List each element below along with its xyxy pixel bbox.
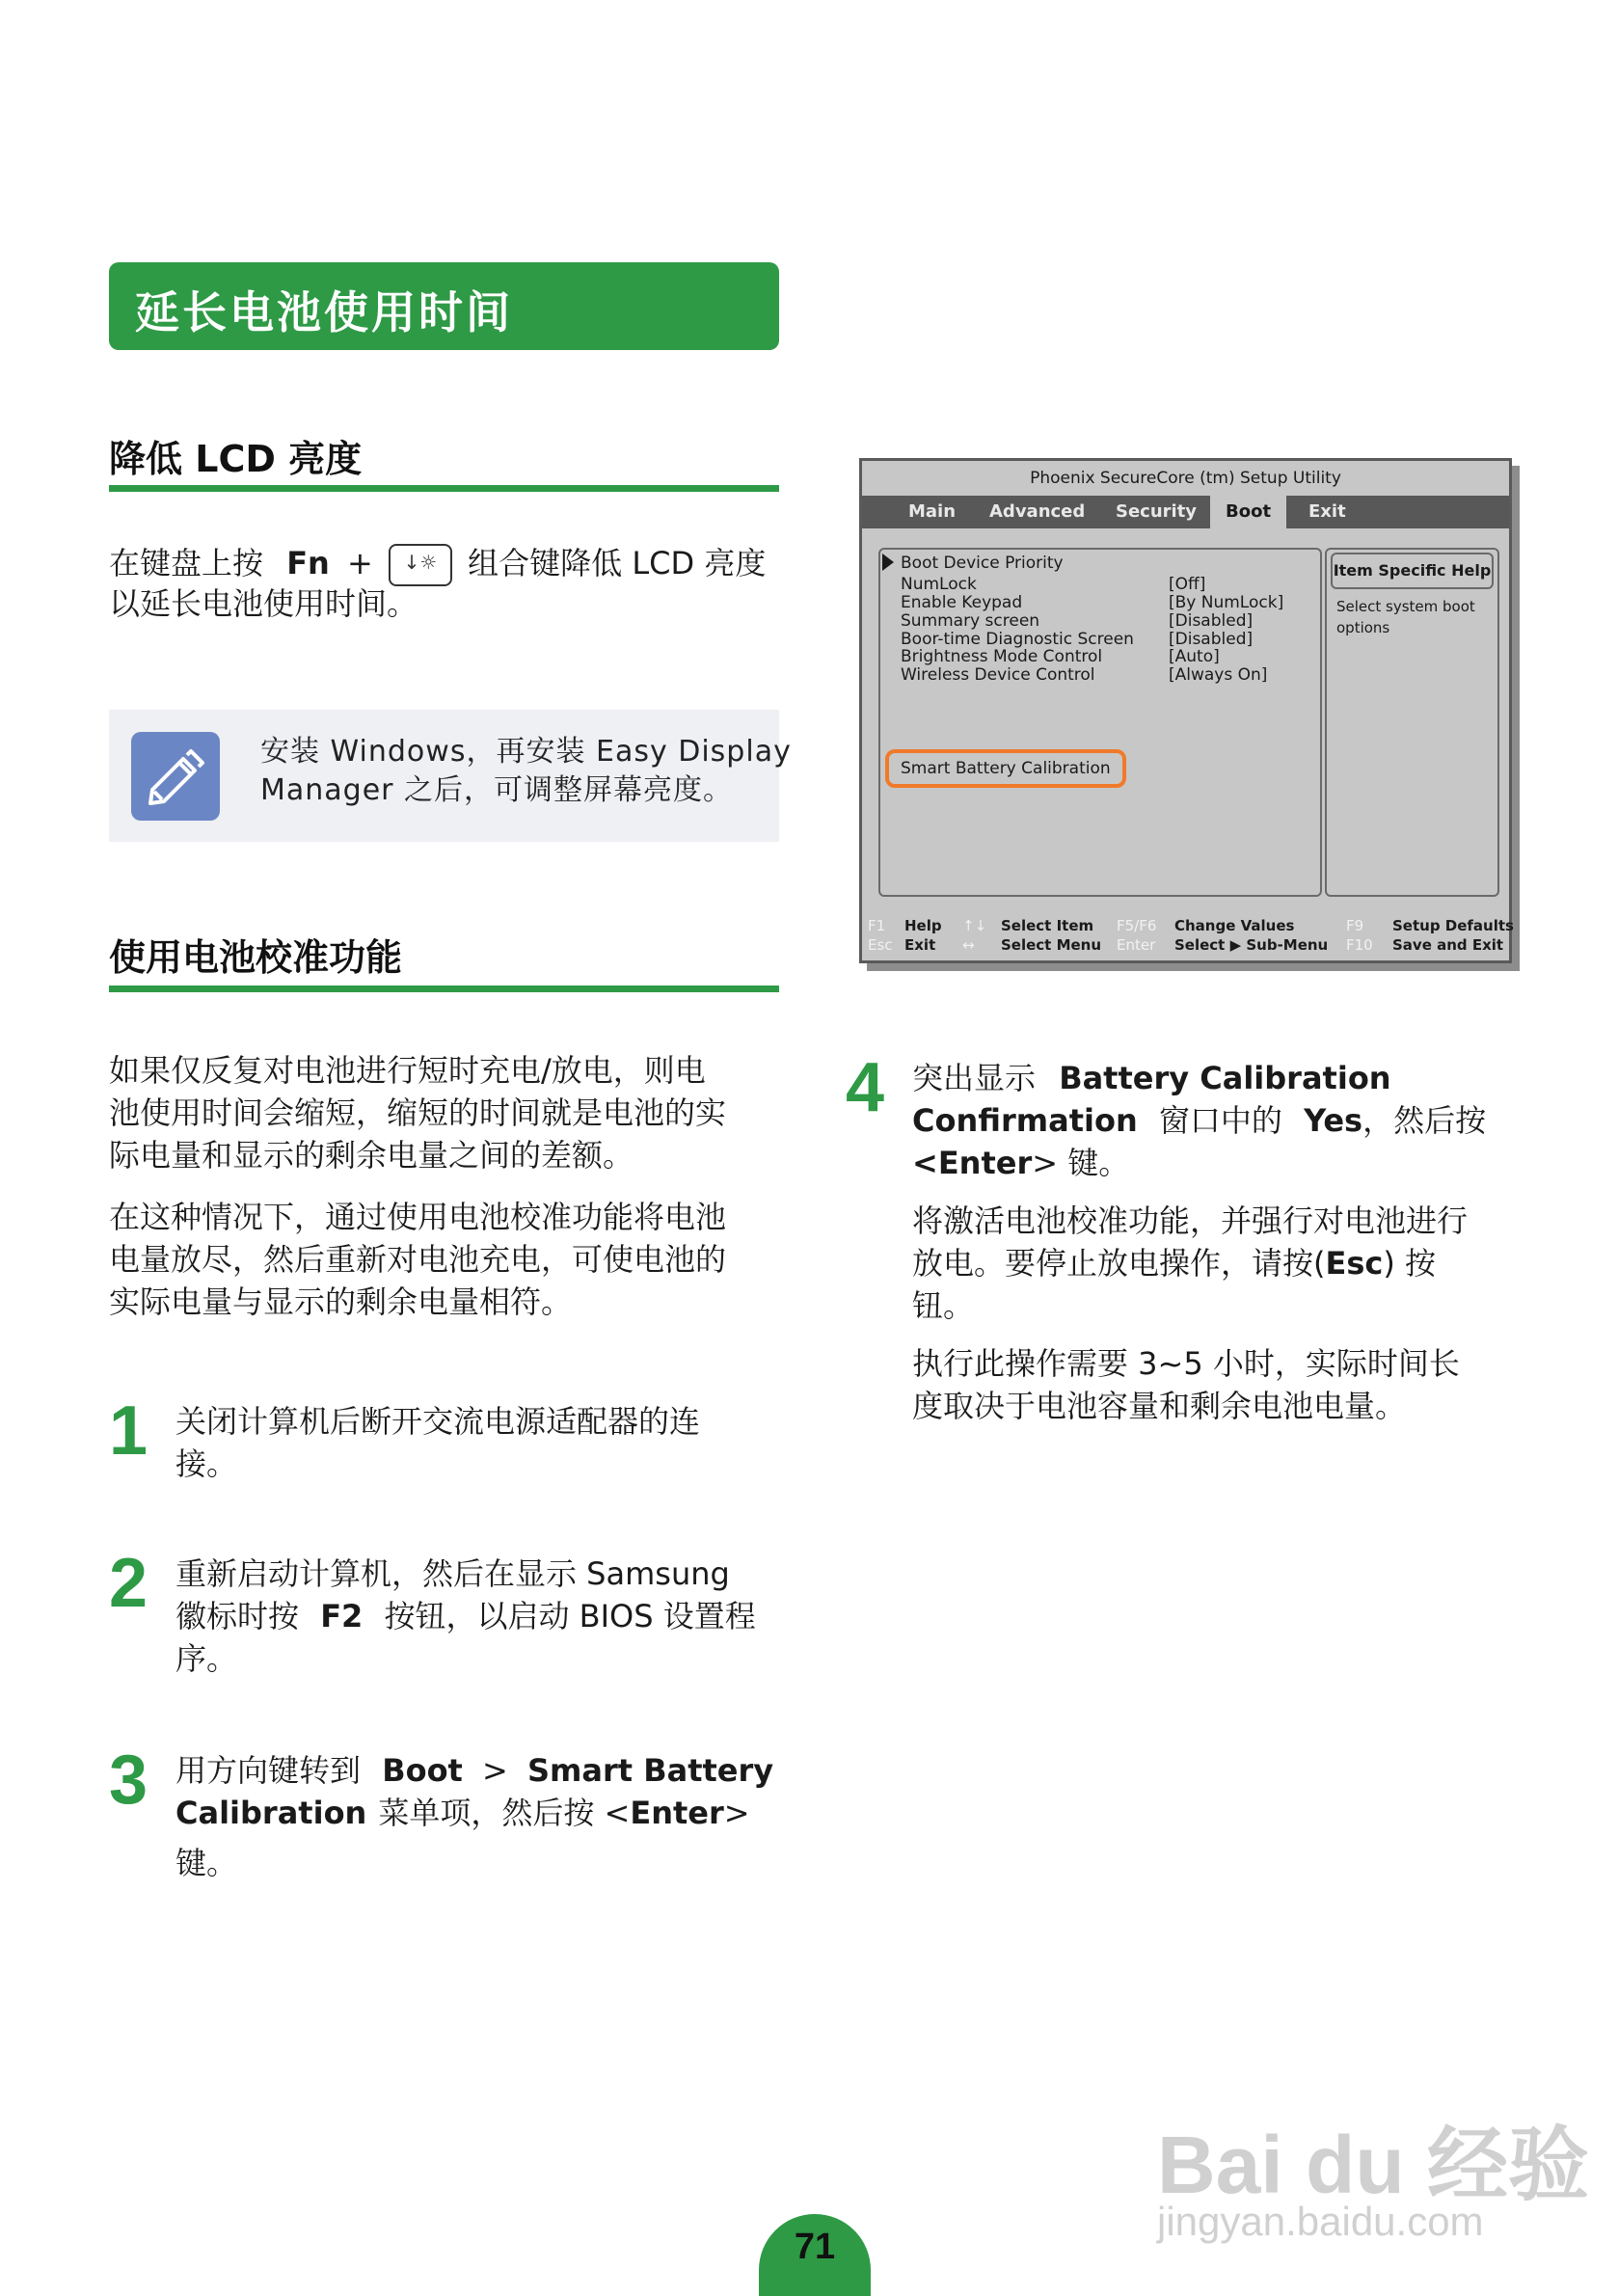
submenu-arrow-icon (882, 554, 894, 571)
footer-key-esc: Esc (868, 936, 893, 954)
step-number-4: 4 (846, 1049, 885, 1126)
step-3-text (175, 1749, 773, 1884)
text-line: 序。 (175, 1640, 238, 1677)
text-span: 组合键降低 LCD 亮度 (468, 545, 767, 581)
footer-key-f1: F1 (868, 917, 886, 934)
text-line (175, 1749, 773, 1792)
footer-key-leftright: ↔ (962, 936, 975, 954)
spacer (912, 1327, 1486, 1342)
text-span: 放电。要停止放电操作，请按( (912, 1245, 1326, 1282)
text-line (912, 1099, 1486, 1142)
text-span: ，然后按 (1362, 1102, 1487, 1139)
calibration-intro-paragraph (109, 1049, 726, 1176)
bios-item-wireless-control[interactable]: Wireless Device Control (901, 665, 1095, 685)
text-line: 电量放尽，然后重新对电池充电，可使电池的 (109, 1241, 727, 1278)
confirmation-label: Confirmation (912, 1102, 1138, 1139)
bios-tab-exit[interactable]: Exit (1308, 501, 1346, 522)
text-line: 池使用时间会缩短，缩短的时间就是电池的实 (109, 1094, 727, 1131)
calibration-label: Calibration (175, 1795, 367, 1831)
baidu-watermark-url: jingyan.baidu.com (1157, 2199, 1484, 2244)
text-line: 钮。 (912, 1287, 975, 1324)
text-span: 菜单项，然后按 < (378, 1795, 631, 1831)
bios-value-summary-screen[interactable]: [Disabled] (1169, 611, 1254, 631)
footer-save-exit: Save and Exit (1392, 936, 1504, 954)
text-line: 实际电量与显示的剩余电量相符。 (109, 1283, 573, 1320)
text-span: 突出显示 (912, 1060, 1037, 1096)
enter-key-label: Enter (937, 1145, 1033, 1181)
text-span: 用方向键转到 (175, 1752, 362, 1789)
text-line: 将激活电池校准功能，并强行对电池进行 (912, 1202, 1469, 1239)
footer-help: Help (904, 917, 942, 934)
text-line: 执行此操作需要 3~5 小时，实际时间长 (912, 1345, 1460, 1382)
bios-tab-main[interactable]: Main (908, 501, 957, 522)
footer-select-submenu: Select ▶ Sub-Menu (1174, 936, 1329, 954)
page-title: 延长电池使用时间 (135, 286, 513, 338)
bios-item-summary-screen[interactable]: Summary screen (901, 611, 1040, 631)
yes-option-label: Yes (1304, 1102, 1363, 1139)
text-span: > (723, 1795, 750, 1831)
battery-calibration-label: Battery Calibration (1059, 1060, 1391, 1096)
text-line (175, 1595, 756, 1637)
text-line: 重新启动计算机，然后在显示 Samsung (175, 1555, 730, 1592)
step-4-text (912, 1057, 1486, 1427)
key-glyph: ↓☼ (403, 551, 438, 574)
pencil-note-icon (131, 732, 220, 821)
lcd-paragraph-line2: 以延长电池使用时间。 (109, 585, 418, 622)
footer-change-values: Change Values (1174, 917, 1295, 934)
help-line: options (1336, 619, 1390, 636)
bios-item-enable-keypad[interactable]: Enable Keypad (901, 593, 1023, 612)
bios-tab-boot[interactable]: Boot (1210, 496, 1286, 528)
text-span: 徽标时按 (175, 1598, 300, 1634)
bios-title: Phoenix SecureCore (tm) Setup Utility (1030, 469, 1341, 488)
text-line: 如果仅反复对电池进行短时充电/放电，则电 (109, 1052, 706, 1089)
text-span: 按钮，以启动 BIOS 设置程 (384, 1598, 756, 1634)
text-line: 际电量和显示的剩余电量之间的差额。 (109, 1137, 634, 1174)
help-line: Select system boot (1336, 598, 1475, 615)
bios-value-diagnostic-screen[interactable]: [Disabled] (1169, 630, 1254, 649)
fn-key-label: Fn (286, 545, 330, 581)
step-number-3: 3 (109, 1742, 148, 1819)
text-line: 在这种情况下，通过使用电池校准功能将电池 (109, 1199, 727, 1235)
text-span: ) 按 (1383, 1245, 1437, 1282)
f2-key-label: F2 (320, 1598, 364, 1634)
brightness-down-key-icon (389, 544, 452, 586)
bios-value-enable-keypad[interactable]: [By NumLock] (1169, 593, 1284, 612)
text-span: 窗口中的 (1158, 1102, 1282, 1139)
text-line (175, 1792, 773, 1834)
bios-item-brightness-mode[interactable]: Brightness Mode Control (901, 647, 1103, 666)
calibration-explain-paragraph (109, 1196, 726, 1323)
bios-value-wireless-control[interactable]: [Always On] (1169, 665, 1268, 685)
footer-key-enter: Enter (1117, 936, 1156, 954)
footer-select-item: Select Item (1001, 917, 1094, 934)
footer-key-f10: F10 (1346, 936, 1373, 954)
bios-tab-advanced[interactable]: Advanced (989, 501, 1086, 522)
footer-key-updown: ↑↓ (962, 917, 987, 934)
note-text (260, 733, 792, 810)
text-line: 键。 (175, 1845, 238, 1881)
bios-screenshot (859, 458, 1512, 963)
footer-select-menu: Select Menu (1001, 936, 1102, 954)
step-2-text (175, 1553, 756, 1680)
text-span: > 键。 (1032, 1145, 1130, 1181)
note-line: 安装 Windows，再安装 Easy Display (260, 735, 792, 769)
text-line (912, 1242, 1486, 1284)
section-rule (109, 986, 779, 992)
bios-help-text (1336, 596, 1475, 638)
enter-key-label: Enter (630, 1795, 724, 1831)
bios-item-numlock[interactable]: NumLock (901, 575, 977, 594)
step-number-1: 1 (109, 1392, 148, 1470)
footer-key-f9: F9 (1346, 917, 1364, 934)
footer-key-f5f6: F5/F6 (1117, 917, 1157, 934)
bios-item-diagnostic-screen[interactable]: Boor-time Diagnostic Screen (901, 630, 1134, 649)
arrow-glyph: > (482, 1752, 508, 1789)
section-rule (109, 485, 779, 492)
step-number-2: 2 (109, 1545, 148, 1622)
text-line: 接。 (175, 1445, 238, 1482)
baidu-watermark-logo: Bai du 经验 (1157, 2120, 1590, 2210)
note-line: Manager 之后，可调整屏幕亮度。 (260, 773, 734, 807)
section-heading-lcd: 降低 LCD 亮度 (109, 438, 363, 480)
bios-help-title: Item Specific Help (1331, 553, 1494, 589)
text-line: 度取决于电池容量和剩余电池电量。 (912, 1388, 1407, 1424)
lcd-paragraph-line1 (109, 542, 784, 586)
plus-sign: + (347, 545, 373, 581)
bios-value-brightness-mode[interactable]: [Auto] (1169, 647, 1220, 666)
smart-battery-label: Smart Battery (527, 1752, 774, 1789)
step-1-text (175, 1400, 700, 1485)
text-line (912, 1142, 1486, 1184)
bios-item-smart-battery-calibration[interactable]: Smart Battery Calibration (901, 759, 1111, 778)
text-line: 关闭计算机后断开交流电源适配器的连 (175, 1403, 701, 1440)
text-line (912, 1057, 1486, 1099)
esc-key-label: Esc (1325, 1245, 1384, 1282)
text-span: < (912, 1145, 938, 1181)
page-number: 71 (759, 2214, 871, 2296)
footer-setup-defaults: Setup Defaults (1392, 917, 1514, 934)
section-heading-calibration: 使用电池校准功能 (109, 936, 403, 979)
bios-tab-security[interactable]: Security (1116, 501, 1198, 522)
spacer (912, 1184, 1486, 1200)
bios-item-boot-device-priority[interactable]: Boot Device Priority (901, 554, 1064, 573)
bios-value-numlock[interactable]: [Off] (1169, 575, 1206, 594)
boot-menu-label: Boot (382, 1752, 463, 1789)
text-span: 在键盘上按 (109, 545, 264, 581)
footer-exit: Exit (904, 936, 936, 954)
